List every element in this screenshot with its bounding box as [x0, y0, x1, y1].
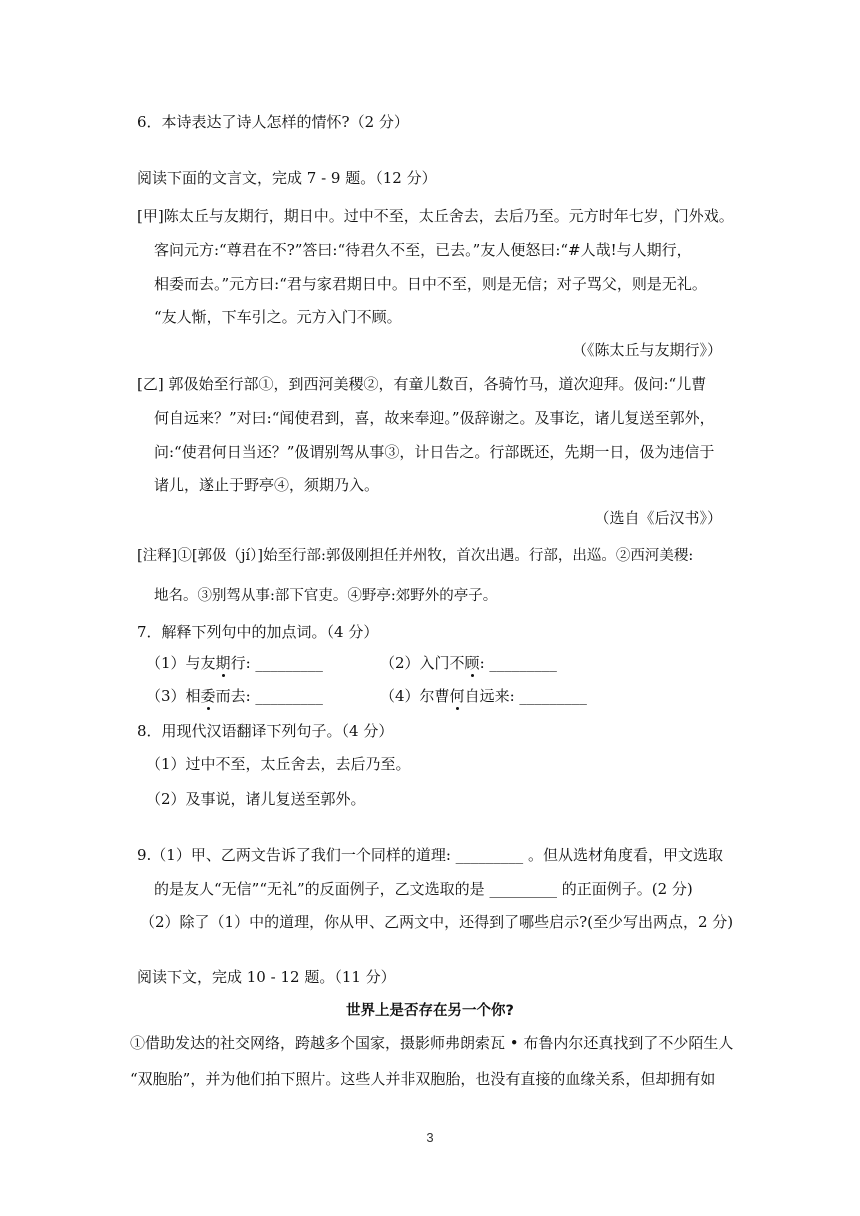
notes-line-1: [注释]①[郭伋（jí）]始至行部:郭伋刚担任并州牧，首次出遇。行部，出巡。②西河美稷: [137, 548, 694, 564]
question-9-line-3: （2）除了（1）中的道理，你从甲、乙两文中，还得到了哪些启示?(至少写出两点，2 分) [140, 913, 734, 931]
dotted-word: 期 [215, 654, 231, 672]
question-7-item-2: （2）入门不顾: _________ [380, 654, 557, 672]
page-number: 3 [426, 1130, 434, 1145]
question-7-item-1: （1）与友期行: _________ [146, 654, 323, 672]
passage-yi-line-1: [乙] 郭伋始至行部①，到西河美稷②，有童儿数百，各骑竹马，道次迎拜。伋问:“儿曹 [137, 375, 707, 393]
question-8-stem: 8．用现代汉语翻译下列句子。（4 分） [137, 722, 394, 740]
notes-line-2: 地名。③别驾从事:部下官吏。④野亭:郊野外的亭子。 [154, 588, 498, 604]
passage-yi-source: （选自《后汉书》） [594, 509, 722, 527]
question-6: 6．本诗表达了诗人怎样的情怀?（2 分） [137, 113, 409, 131]
article-line-1: ①借助发达的社交网络，跨越多个国家，摄影师弗朗索瓦 • 布鲁内尔还真找到了不少陌生人 [130, 1034, 734, 1052]
passage-jia-line-1: [甲]陈太丘与友期行，期日中。过中不至，太丘舍去，去后乃至。元方时年七岁，门外戏。 [137, 207, 734, 225]
passage-jia-line-4: “友人惭，下车引之。元方入门不顾。 [154, 308, 402, 326]
question-9-line-1: 9.（1）甲、乙两文告诉了我们一个同样的道理: _________ 。但从选材角度看，甲文选取 [137, 846, 723, 864]
question-9-line-2: 的是友人“无信”“无礼”的反面例子，乙文选取的是 _________ 的正面例子。(2 分) [154, 880, 693, 898]
article-line-2: “双胞胎”，并为他们拍下照片。这些人并非双胞胎，也没有直接的血缘关系，但却拥有如 [130, 1070, 716, 1088]
question-8-sentence-1: （1）过中不至，太丘舍去，去后乃至。 [146, 755, 411, 773]
question-8-sentence-2: （2）及事说，诸儿复送至郭外。 [146, 790, 366, 808]
reading-intro-10-12: 阅读下文，完成 10 - 12 题。（11 分） [137, 968, 396, 986]
article-title: 世界上是否存在另一个你? [346, 1003, 514, 1019]
passage-yi-line-3: 问:“使君何日当还？”伋谓别驾从事③，计日告之。行部既还，先期一日，伋为违信于 [154, 443, 715, 461]
passage-jia-line-3: 相委而去。”元方曰:“君与家君期日中。日中不至，则是无信；对子骂父，则是无礼。 [154, 275, 707, 293]
question-7-stem: 7．解释下列句中的加点词。（4 分） [137, 623, 379, 641]
question-7-item-3: （3）相委而去: _________ [146, 687, 323, 705]
passage-jia-line-2: 客问元方:“尊君在不?”答曰:“待君久不至，已去。”友人便怒曰:“#人哉!与人期行， [154, 241, 692, 259]
question-7-item-4: （4）尔曹何自远来: _________ [380, 687, 587, 705]
reading-intro-7-9: 阅读下面的文言文，完成 7 - 9 题。（12 分） [137, 169, 437, 187]
passage-jia-source: （《陈太丘与友期行》） [571, 341, 722, 359]
passage-yi-line-4: 诸儿，遂止于野亭④，须期乃入。 [154, 476, 380, 494]
dotted-word: 何 [449, 687, 465, 705]
passage-yi-line-2: 何自远来？”对曰:“闻使君到，喜，故来奉迎。”伋辞谢之。及事讫，诸儿复送至郭外， [154, 409, 715, 427]
dotted-word: 顾 [464, 654, 480, 672]
dotted-word: 委 [200, 687, 216, 705]
